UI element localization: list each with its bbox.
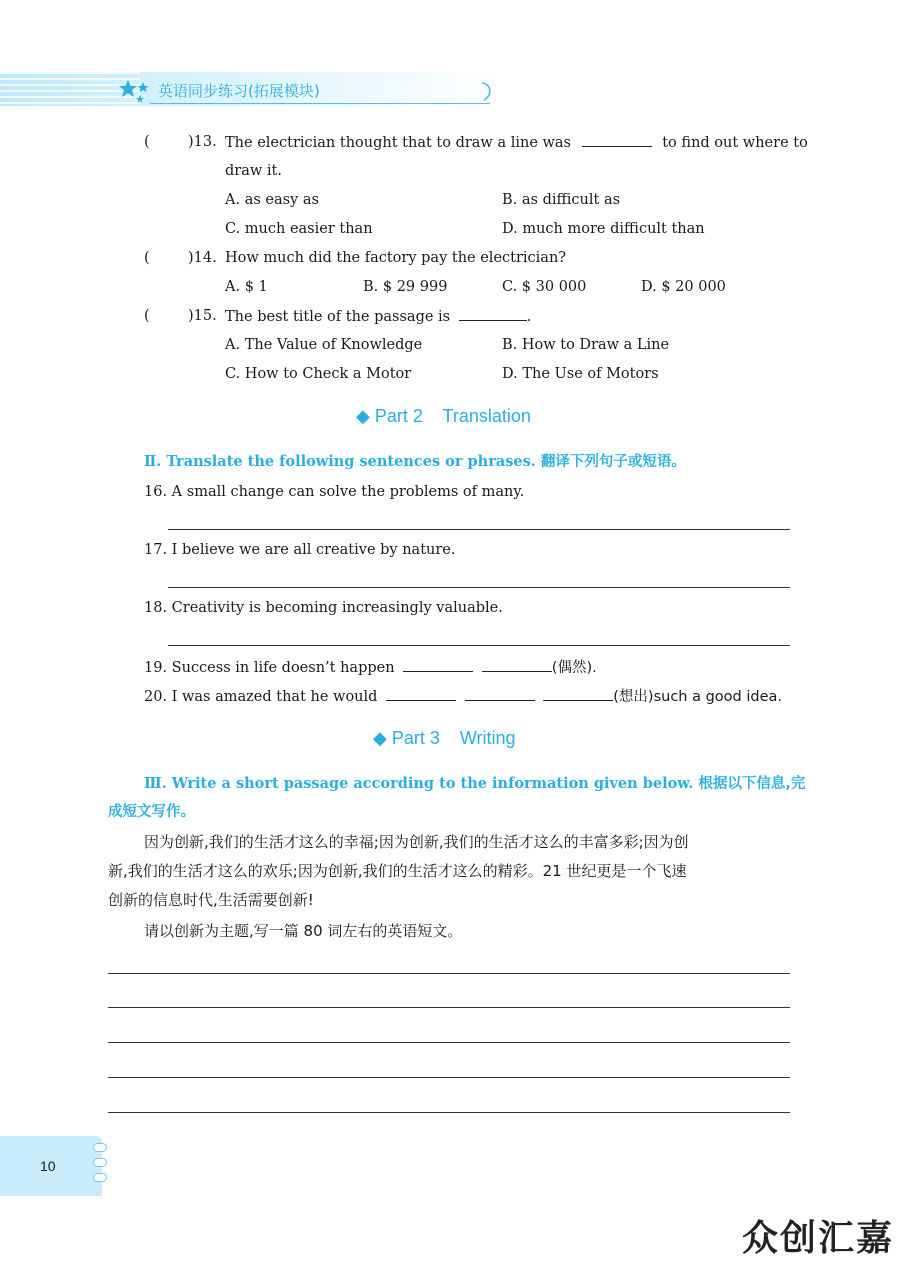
q20-blank-2[interactable] bbox=[465, 686, 535, 701]
watermark: 众创汇嘉 bbox=[742, 1218, 895, 1259]
q14-option-d[interactable]: D. $ 20 000 bbox=[641, 279, 726, 295]
part3-instruction-line1: Ⅲ. Write a short passage according to the information given below. 根据以下信息,完 bbox=[144, 775, 806, 792]
part3-task: 请以创新为主题,写一篇 80 词左右的英语短文。 bbox=[144, 922, 463, 940]
q13-option-c[interactable]: C. much easier than bbox=[225, 221, 373, 237]
q15-option-a[interactable]: A. The Value of Knowledge bbox=[225, 337, 423, 353]
part3-heading: ◆ Part 3 Writing bbox=[373, 728, 516, 748]
q19-blank-2[interactable] bbox=[482, 657, 552, 672]
part3-paragraph-line2: 新,我们的生活才这么的欢乐;因为创新,我们的生活才这么的精彩。21 世纪更是一个飞速 bbox=[108, 862, 687, 880]
q13-blank[interactable] bbox=[582, 132, 652, 147]
binding-ring-icon bbox=[93, 1173, 107, 1182]
q19-blank-1[interactable] bbox=[403, 657, 473, 672]
q13-option-d[interactable]: D. much more difficult than bbox=[502, 221, 705, 237]
writing-line-1[interactable] bbox=[108, 973, 790, 974]
q20-blank-3[interactable] bbox=[543, 686, 613, 701]
q13-option-a[interactable]: A. as easy as bbox=[225, 192, 319, 208]
writing-line-3[interactable] bbox=[108, 1042, 790, 1043]
q20-text: 20. I was amazed that he would (想出)such a good idea. bbox=[144, 686, 782, 707]
q20-blank-1[interactable] bbox=[386, 686, 456, 701]
q14-option-c[interactable]: C. $ 30 000 bbox=[502, 279, 587, 295]
binding-ring-icon bbox=[93, 1143, 107, 1152]
q13-number: )13. bbox=[188, 134, 217, 150]
q14-number: )14. bbox=[188, 250, 217, 266]
part3-instruction-line2: 成短文写作。 bbox=[108, 804, 195, 820]
writing-line-4[interactable] bbox=[108, 1077, 790, 1078]
part2-heading: ◆ Part 2 Translation bbox=[356, 406, 531, 426]
q15-stem: The best title of the passage is . bbox=[225, 306, 531, 327]
q17-answer-line[interactable] bbox=[168, 587, 790, 588]
q15-option-c[interactable]: C. How to Check a Motor bbox=[225, 366, 412, 382]
stars-icon bbox=[118, 78, 154, 104]
part3-paragraph-line3: 创新的信息时代,生活需要创新! bbox=[108, 891, 314, 909]
header-title: 英语同步练习(拓展模块) bbox=[158, 82, 320, 100]
binding-ring-icon bbox=[93, 1158, 107, 1167]
q14-stem: How much did the factory pay the electrician? bbox=[225, 250, 567, 266]
q17-text: 17. I believe we are all creative by nature. bbox=[144, 542, 456, 558]
q15-number: )15. bbox=[188, 308, 217, 324]
q14-option-a[interactable]: A. $ 1 bbox=[225, 279, 268, 295]
part3-paragraph-line1: 因为创新,我们的生活才这么的幸福;因为创新,我们的生活才这么的丰富多彩;因为创 bbox=[144, 833, 689, 851]
part2-instruction: Ⅱ. Translate the following sentences or phrases. 翻译下列句子或短语。 bbox=[144, 453, 686, 470]
header-underline bbox=[150, 103, 490, 104]
q19-text: 19. Success in life doesn’t happen (偶然). bbox=[144, 657, 597, 678]
q13-stem: The electrician thought that to draw a line was to find out where to bbox=[225, 132, 808, 153]
q13-stem-cont: draw it. bbox=[225, 163, 282, 179]
q15-blank[interactable] bbox=[459, 306, 527, 321]
q16-answer-line[interactable] bbox=[168, 529, 790, 530]
q15-open-bracket: ( bbox=[144, 308, 150, 324]
writing-line-2[interactable] bbox=[108, 1007, 790, 1008]
q18-text: 18. Creativity is becoming increasingly valuable. bbox=[144, 600, 503, 616]
q16-text: 16. A small change can solve the problems of many. bbox=[144, 484, 525, 500]
writing-line-5[interactable] bbox=[108, 1112, 790, 1113]
q14-option-b[interactable]: B. $ 29 999 bbox=[363, 279, 448, 295]
q15-option-b[interactable]: B. How to Draw a Line bbox=[502, 337, 670, 353]
q18-answer-line[interactable] bbox=[168, 645, 790, 646]
q13-option-b[interactable]: B. as difficult as bbox=[502, 192, 621, 208]
page-number: 10 bbox=[40, 1158, 56, 1174]
q13-open-bracket: ( bbox=[144, 134, 150, 150]
q14-open-bracket: ( bbox=[144, 250, 150, 266]
curl-icon bbox=[478, 80, 496, 104]
q15-option-d[interactable]: D. The Use of Motors bbox=[502, 366, 659, 382]
